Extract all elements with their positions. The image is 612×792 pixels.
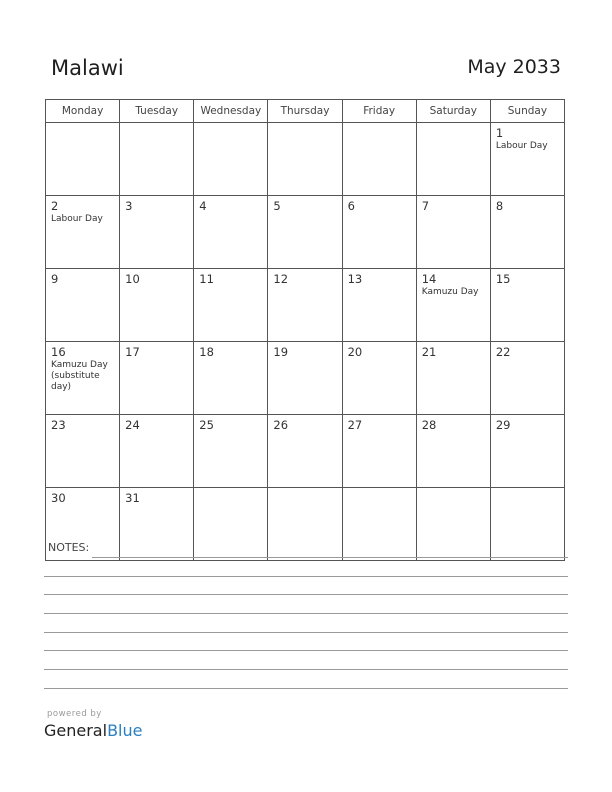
day-cell: [342, 415, 416, 488]
day-number: 14: [421, 272, 437, 286]
week-row: [46, 342, 565, 415]
holiday-label: Kamuzu Day: [421, 287, 479, 297]
weekday-header-row: [46, 100, 565, 123]
day-cell: [120, 342, 194, 415]
note-line: [44, 613, 568, 614]
day-cell: [268, 488, 342, 561]
day-cell: [342, 269, 416, 342]
day-number: 31: [125, 491, 140, 505]
day-cell: [416, 342, 490, 415]
day-number: 6: [347, 199, 355, 213]
day-number: 26: [273, 418, 289, 432]
day-cell: [268, 123, 342, 196]
day-cell: [194, 196, 268, 269]
note-line: [44, 669, 568, 670]
day-number: 5: [273, 199, 281, 213]
day-cell: [268, 196, 342, 269]
day-cell: [46, 196, 120, 269]
day-cell: [46, 342, 120, 415]
day-number: 29: [495, 418, 511, 432]
note-line: [44, 594, 568, 595]
weekday-header: Sunday: [490, 100, 564, 123]
week-row: [46, 196, 565, 269]
day-cell: [46, 415, 120, 488]
day-cell: [490, 488, 564, 561]
day-cell: [194, 342, 268, 415]
day-cell: [416, 196, 490, 269]
day-number: 21: [421, 345, 437, 359]
calendar-grid: [45, 99, 565, 561]
weekday-header: Tuesday: [120, 100, 194, 123]
day-cell: [120, 488, 194, 561]
weekday-header: Saturday: [416, 100, 490, 123]
day-cell: [194, 415, 268, 488]
day-number: 8: [495, 199, 504, 213]
day-number: 4: [199, 199, 207, 213]
day-cell: [268, 342, 342, 415]
note-line: [44, 632, 568, 633]
day-number: 1: [495, 126, 504, 140]
day-cell: [416, 269, 490, 342]
day-cell: [490, 342, 564, 415]
day-cell: [490, 123, 564, 196]
day-number: 9: [51, 272, 59, 286]
day-cell: [268, 415, 342, 488]
day-cell: [268, 269, 342, 342]
brand-general: General: [44, 721, 108, 740]
weekday-header: Thursday: [268, 100, 342, 123]
day-number: 3: [125, 199, 133, 213]
week-row: [46, 415, 565, 488]
week-row: [46, 488, 565, 561]
day-cell: [46, 123, 120, 196]
holiday-label: Labour Day: [495, 141, 548, 151]
day-cell: [120, 269, 194, 342]
day-cell: [490, 415, 564, 488]
day-number: 27: [347, 418, 363, 432]
day-number: 12: [273, 272, 289, 286]
day-cell: [490, 196, 564, 269]
week-row: [46, 269, 565, 342]
note-line: [44, 650, 568, 651]
day-number: 2: [51, 199, 59, 213]
holiday-label: Kamuzu Day (substitute day): [51, 360, 108, 392]
note-line: [44, 688, 568, 689]
day-cell: [416, 415, 490, 488]
day-number: 22: [495, 345, 511, 359]
country-title: Malawi: [51, 56, 124, 80]
day-cell: [194, 269, 268, 342]
day-cell: [120, 123, 194, 196]
day-number: 20: [347, 345, 363, 359]
day-cell: [194, 123, 268, 196]
day-number: 7: [421, 199, 430, 213]
day-cell: [342, 488, 416, 561]
day-cell: [342, 196, 416, 269]
brand-logo: [44, 721, 142, 740]
weekday-header: Monday: [46, 100, 120, 123]
day-cell: [490, 269, 564, 342]
day-number: 16: [51, 345, 66, 359]
day-number: 30: [51, 491, 66, 505]
brand-blue: Blue: [107, 721, 143, 740]
day-cell: [342, 123, 416, 196]
day-number: 15: [495, 272, 511, 286]
day-number: 25: [199, 418, 214, 432]
day-number: 18: [199, 345, 214, 359]
day-cell: [416, 123, 490, 196]
day-cell: [194, 488, 268, 561]
weekday-header: Wednesday: [194, 100, 268, 123]
holiday-label: Labour Day: [51, 214, 103, 224]
day-number: 11: [199, 272, 214, 286]
day-cell: [342, 342, 416, 415]
day-cell: [120, 196, 194, 269]
day-number: 19: [273, 345, 289, 359]
day-cell: [416, 488, 490, 561]
note-line: [92, 557, 568, 558]
day-number: 23: [51, 418, 66, 432]
day-number: 24: [125, 418, 140, 432]
note-line: [44, 576, 568, 577]
day-cell: [46, 269, 120, 342]
day-number: 17: [125, 345, 140, 359]
day-number: 10: [125, 272, 140, 286]
week-row: [46, 123, 565, 196]
day-number: 28: [421, 418, 437, 432]
month-year-title: May 2033: [467, 56, 561, 78]
weekday-header: Friday: [342, 100, 416, 123]
day-number: 13: [347, 272, 363, 286]
notes-label: NOTES:: [48, 541, 90, 554]
powered-by-text: powered by: [47, 709, 102, 719]
day-cell: [120, 415, 194, 488]
